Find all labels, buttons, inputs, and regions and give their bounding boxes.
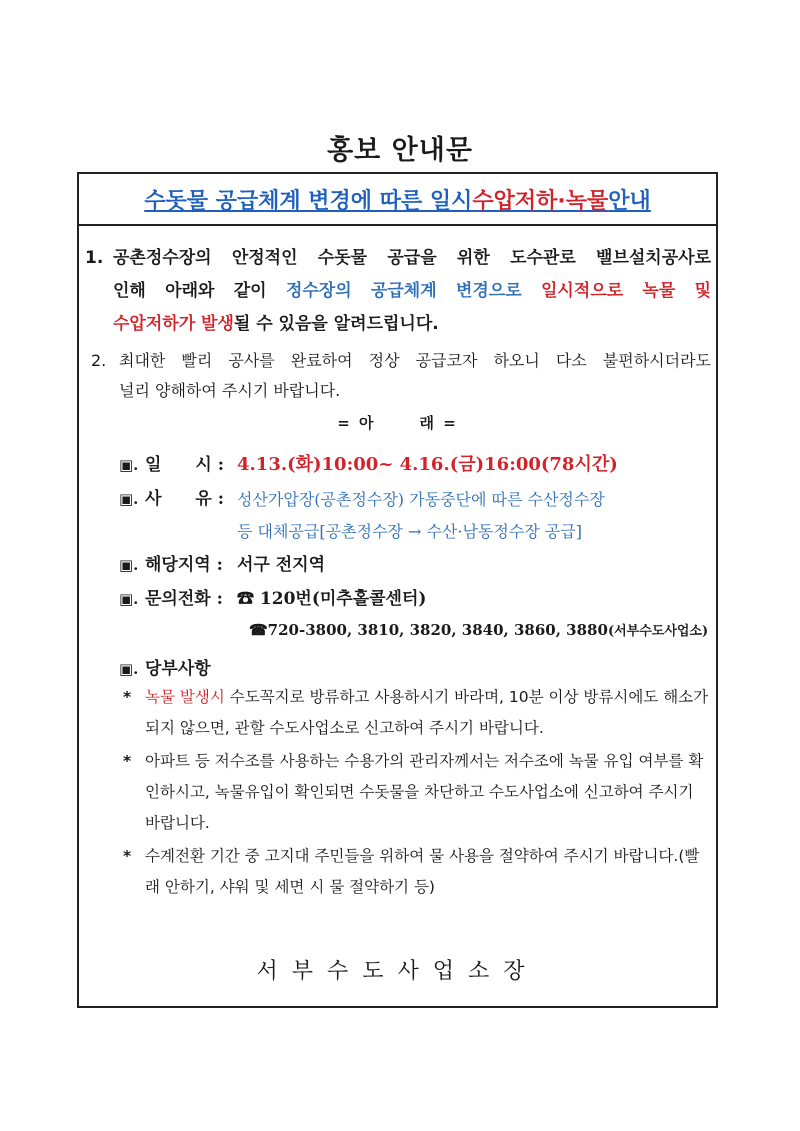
area-value: 서구 전지역 (237, 555, 326, 575)
paragraph-1-line2a: 인해 아래와 같이 (113, 281, 286, 301)
detail-reason (119, 484, 605, 548)
note-text: 아파트 등 저수조를 사용하는 수용가의 관리자께서는 저수조에 녹물 유입 여부를 확인하시고, 녹물유입이 확인되면 수돗물을 차단하고 수도사업소에 신고하여 주시기 바랍니다. (145, 752, 704, 832)
phone-value: ☎ 120번(미추홀콜센터) (237, 589, 427, 609)
paragraph-1-line3a: 수압저하가 발생 (113, 314, 234, 334)
note-highlight: 녹물 발생시 (145, 688, 225, 706)
paragraph-1-line3b: 될 수 있음을 알려드립니다. (233, 314, 439, 334)
detail-phone-office (249, 620, 708, 639)
bullet-mark: ▣. (119, 456, 139, 474)
note-item (123, 746, 709, 839)
headline (79, 174, 716, 226)
paragraph-2 (91, 346, 711, 406)
phone-office-name: (서부수도사업소) (607, 624, 709, 639)
paragraph-2-number: 2. (91, 351, 107, 370)
note-star: * (123, 847, 132, 865)
bullet-mark: ▣. (119, 490, 139, 508)
divider-right: 래 = (419, 414, 458, 432)
request-notes (123, 682, 709, 905)
paragraph-2-line1: 최대한 빨리 공사를 완료하여 정상 공급코자 하오니 다소 불편하시더라도 (119, 351, 711, 370)
paragraph-1-line2b: 정수장의 공급체계 변경으로 (285, 281, 522, 301)
paragraph-1-line2d: 일시적으로 녹물 및 (540, 281, 712, 301)
phone-label: 문의전화 : (145, 589, 223, 609)
detail-date (119, 450, 618, 476)
request-label: 당부사항 (145, 659, 211, 679)
headline-red-text: 수압저하·녹물 (472, 188, 609, 214)
detail-area (119, 550, 325, 575)
reason-line2: 등 대체공급[공촌정수장 → 수산·남동정수장 공급] (237, 522, 582, 541)
reason-label: 사 유 : (145, 489, 225, 509)
note-star: * (123, 752, 132, 770)
date-value: 4.13.(화)10:00~ 4.16.(금)16:00(78시간) (237, 454, 618, 475)
paragraph-1 (85, 242, 711, 341)
bullet-mark: ▣. (119, 556, 139, 574)
note-text: 수계전환 기간 중 고지대 주민들을 위하여 물 사용을 절약하여 주시기 바랍니다.(빨래 안하기, 샤워 및 세면 시 물 절약하기 등) (145, 847, 700, 896)
reason-line1: 성산가압장(공촌정수장) 가동중단에 따른 수산정수장 (237, 490, 605, 509)
note-item (123, 682, 709, 744)
bullet-mark: ▣. (119, 660, 139, 678)
area-label: 해당지역 : (145, 555, 223, 575)
section-divider (79, 412, 716, 433)
issuer-signature: 서부수도사업소장 (256, 959, 539, 984)
note-star: * (123, 688, 132, 706)
date-label: 일 시 : (145, 455, 225, 475)
bullet-mark: ▣. (119, 590, 139, 608)
document-title: 홍보 안내문 (327, 135, 473, 166)
detail-phone (119, 584, 426, 609)
notice-frame (77, 172, 718, 1008)
paragraph-2-line2: 널리 양해하여 주시기 바랍니다. (119, 381, 341, 400)
note-text: 수도꼭지로 방류하고 사용하시기 바라며, 10분 이상 방류시에도 해소가 되지 않으면, 관할 수도사업소로 신고하여 주시기 바랍니다. (145, 688, 709, 737)
divider-left: = 아 (337, 414, 376, 432)
headline-end-text: 안내 (608, 188, 651, 214)
headline-blue-text: 수돗물 공급체계 변경에 따른 일시 (144, 188, 473, 214)
phone-office-numbers: ☎720-3800, 3810, 3820, 3840, 3860, 3880 (249, 621, 608, 639)
detail-requests (119, 654, 237, 679)
note-item (123, 841, 709, 903)
paragraph-1-line2c (522, 281, 541, 301)
paragraph-1-number: 1. (85, 248, 104, 268)
paragraph-1-line1: 공촌정수장의 안정적인 수돗물 공급을 위한 도수관로 밸브설치공사로 (113, 248, 711, 268)
